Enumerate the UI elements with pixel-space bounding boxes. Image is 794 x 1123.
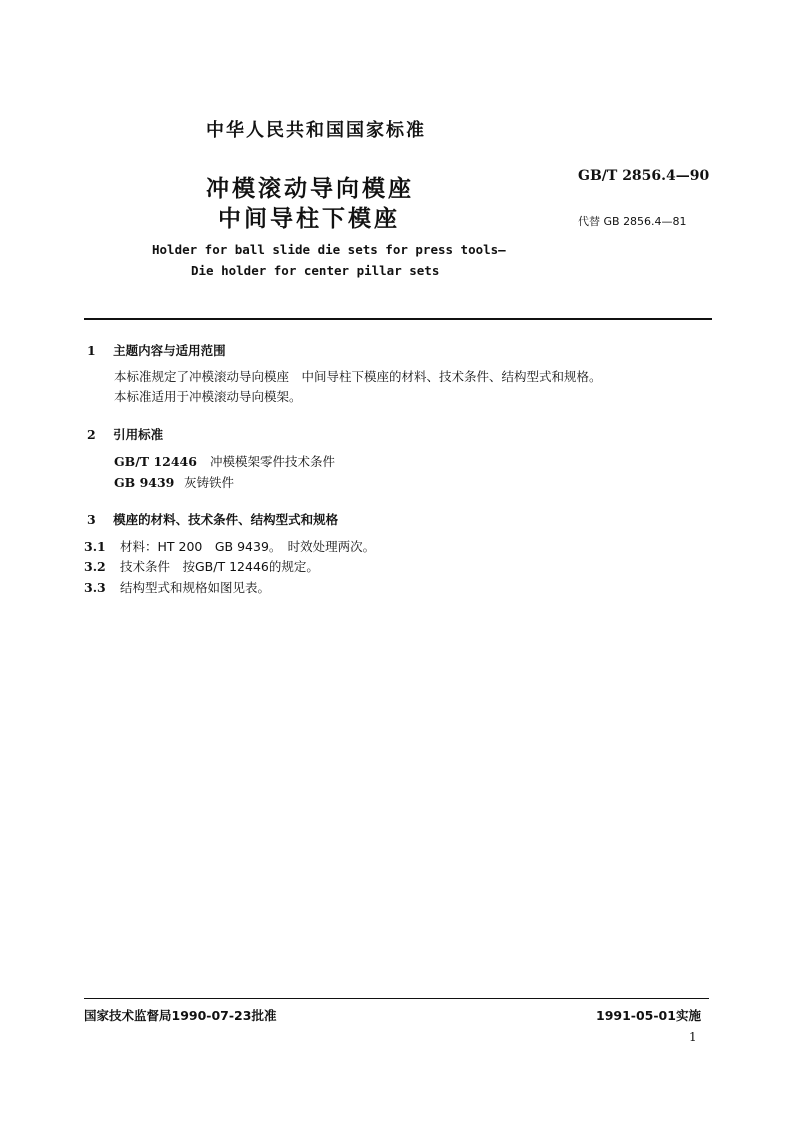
clause-text: 技术条件 按GB/T 12446的规定。 <box>120 559 319 574</box>
reference-1 <box>114 452 335 470</box>
section-2-heading <box>87 425 163 443</box>
title-line-1: 冲模滚动导向模座 <box>206 176 414 202</box>
clause-3-1 <box>84 537 375 555</box>
section-number: 2 <box>87 427 96 442</box>
approval-date: 国家技术监督局1990-07-23批准 <box>84 1008 277 1023</box>
english-title-line-1: Holder for ball slide die sets for press tools— <box>152 242 506 257</box>
section-number: 1 <box>87 343 96 358</box>
section-1-paragraph-2: 本标准适用于冲模滚动导向模架。 <box>114 389 302 404</box>
replaces-standard: 代替 GB 2856.4—81 <box>578 215 687 228</box>
title-line-2: 中间导柱下模座 <box>218 206 400 232</box>
reference-title: 冲模模架零件技术条件 <box>210 454 336 469</box>
clause-3-3 <box>84 578 270 596</box>
page-number: 1 <box>689 1030 697 1044</box>
reference-title: 灰铸铁件 <box>184 475 235 490</box>
section-1-heading <box>87 341 226 359</box>
clause-number: 3.2 <box>84 559 106 574</box>
section-1-paragraph-1: 本标准规定了冲模滚动导向模座 中间导柱下模座的材料、技术条件、结构型式和规格。 <box>114 369 602 384</box>
reference-2 <box>114 473 234 491</box>
implementation-date: 1991-05-01实施 <box>596 1008 701 1023</box>
national-standard-heading: 中华人民共和国国家标准 <box>206 120 426 141</box>
section-title: 主题内容与适用范围 <box>113 343 226 358</box>
section-number: 3 <box>87 512 96 527</box>
clause-text: 材料：HT 200 GB 9439。 时效处理两次。 <box>120 539 376 554</box>
english-title-line-2: Die holder for center pillar sets <box>191 263 440 278</box>
header-divider <box>84 318 712 320</box>
section-3-heading <box>87 510 338 528</box>
standard-number: GB/T 2856.4—90 <box>578 168 710 184</box>
reference-code: GB/T 12446 <box>114 454 197 469</box>
clause-3-2 <box>84 557 319 575</box>
clause-number: 3.3 <box>84 580 106 595</box>
section-title: 引用标准 <box>113 427 164 442</box>
footer-divider <box>84 998 709 999</box>
clause-number: 3.1 <box>84 539 106 554</box>
section-title: 模座的材料、技术条件、结构型式和规格 <box>113 512 339 527</box>
reference-code: GB 9439 <box>114 475 175 490</box>
clause-text: 结构型式和规格如图见表。 <box>120 580 271 595</box>
